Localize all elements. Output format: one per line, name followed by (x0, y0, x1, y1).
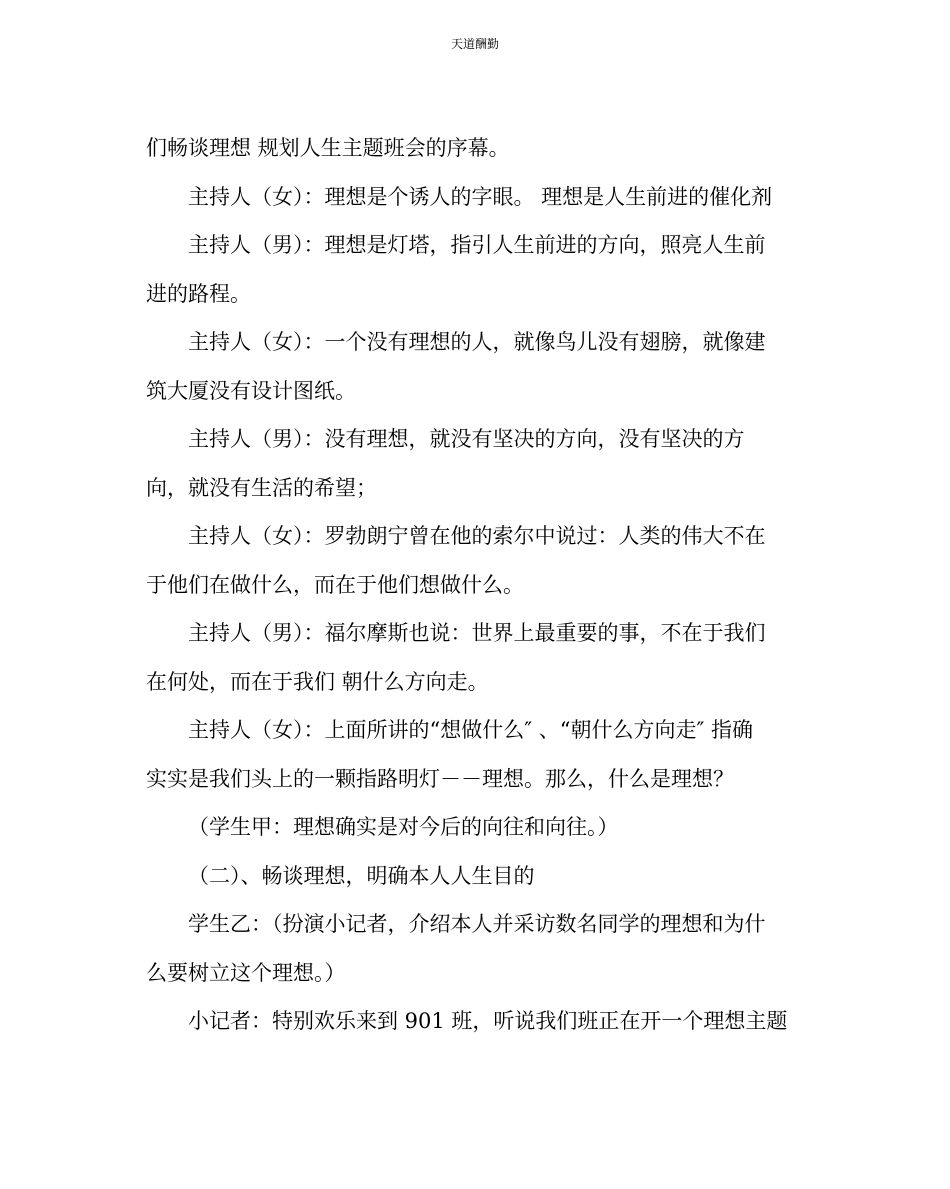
paragraph-continuation-line: 筑大厦没有设计图纸。 (146, 378, 356, 403)
paragraph-line: 小记者：特别欢乐来到 901 班，听说我们班正在开一个理想主题 (188, 1009, 788, 1033)
paragraph-continuation-line: 向，就没有生活的希望； (146, 475, 377, 500)
paragraph-line: （学生甲：理想确实是对今后的向往和向往。） (188, 815, 619, 839)
paragraph-continuation-line: 在何处，而在于我们 朝什么方向走。 (146, 669, 489, 694)
paragraph-line: 主持人（男）：没有理想，就没有坚决的方向，没有坚决的方 (188, 427, 745, 451)
document-body (146, 124, 806, 1046)
paragraph-continuation-line: 于他们在做什么，而在于他们想做什么。 (146, 572, 524, 597)
paragraph-line: 主持人（女）：上面所讲的“想做什么″ 、“朝什么方向走″ 指确 (188, 718, 754, 742)
paragraph-line: 主持人（男）：福尔摩斯也说：世界上最重要的事，不在于我们 (188, 621, 766, 645)
paragraph-line: 主持人（男）：理想是灯塔，指引人生前进的方向，照亮人生前 (188, 233, 766, 257)
paragraph-continuation-line: 进的路程。 (146, 281, 251, 306)
paragraph-line: 们畅谈理想 规划人生主题班会的序幕。 (146, 136, 510, 160)
paragraph-line: 主持人（女）：理想是个诱人的字眼。 理想是人生前进的催化剂 (188, 184, 773, 209)
paragraph-continuation-line: 么要树立这个理想。） (146, 960, 346, 985)
paragraph-line: （二）、畅谈理想，明确本人人生目的 (188, 863, 535, 888)
paragraph-line: 主持人（女）：一个没有理想的人，就像鸟儿没有翅膀，就像建 (188, 330, 766, 354)
paragraph-line: 学生乙：（扮演小记者，介绍本人并采访数名同学的理想和为什 (188, 912, 766, 936)
page-header: 天道酬勤 (450, 37, 499, 51)
paragraph-continuation-line: 实实是我们头上的一颗指路明灯－－理想。那么，什么是理想？ (146, 766, 734, 791)
paragraph-line: 主持人（女）：罗勃朗宁曾在他的索尔中说过：人类的伟大不在 (188, 524, 766, 548)
